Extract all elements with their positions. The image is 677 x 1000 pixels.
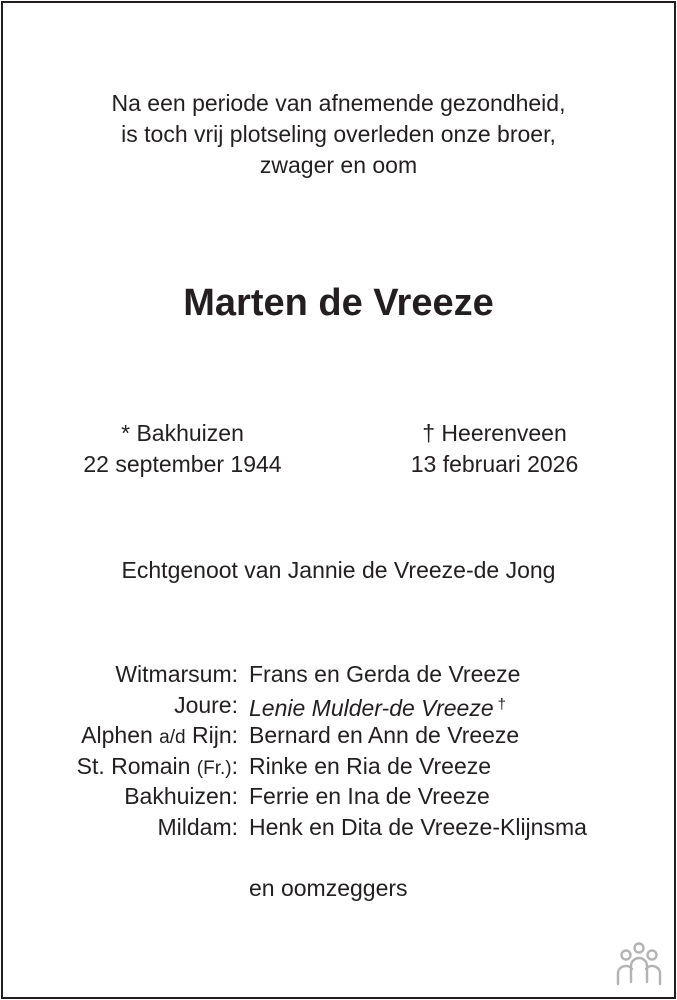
family-names: Frans en Gerda de Vreeze bbox=[249, 661, 521, 687]
family-names-text: Lenie Mulder-de Vreeze bbox=[249, 694, 494, 721]
closing-line: en oomzeggers bbox=[249, 875, 408, 901]
family-place-main: Alphen bbox=[81, 722, 153, 748]
family-names: Rinke en Ria de Vreeze bbox=[249, 752, 492, 779]
family-row bbox=[0, 659, 677, 690]
family-names: Ferrie en Ina de Vreeze bbox=[249, 783, 490, 809]
family-place-tail: : bbox=[231, 752, 238, 779]
family-names-deceased bbox=[249, 690, 506, 724]
birth-info bbox=[40, 418, 325, 480]
family-place-main: St. Romain bbox=[76, 752, 191, 779]
death-place: † Heerenveen bbox=[422, 420, 567, 446]
family-place-small: a/d bbox=[159, 727, 186, 748]
birth-place: * Bakhuizen bbox=[121, 420, 244, 446]
family-names: Bernard en Ann de Vreeze bbox=[249, 722, 520, 748]
family-row bbox=[0, 720, 677, 751]
family-place: Witmarsum: bbox=[115, 661, 238, 687]
family-place: Bakhuizen: bbox=[124, 783, 238, 809]
family-place: Mildam: bbox=[157, 813, 238, 840]
family-place-tail: Rijn: bbox=[191, 722, 238, 748]
birth-date: 22 september 1944 bbox=[83, 451, 282, 477]
family-group-icon bbox=[613, 942, 665, 988]
family-place bbox=[77, 751, 238, 785]
spouse-line: Echtgenoot van Jannie de Vreeze-de Jong bbox=[121, 557, 556, 583]
family-list bbox=[0, 659, 677, 842]
family-names: Henk en Dita de Vreeze-Klijnsma bbox=[249, 813, 587, 840]
intro-line: is toch vrij plotseling overleden onze broer, bbox=[121, 121, 556, 147]
family-row bbox=[0, 751, 677, 782]
intro-text bbox=[0, 88, 677, 181]
deceased-name: Marten de Vreeze bbox=[183, 282, 494, 324]
death-info bbox=[352, 418, 637, 480]
death-date: 13 februari 2026 bbox=[410, 451, 579, 477]
family-row bbox=[0, 690, 677, 721]
family-row bbox=[0, 812, 677, 843]
family-row bbox=[0, 781, 677, 812]
family-place: Joure: bbox=[174, 691, 238, 718]
intro-line: Na een periode van afnemende gezondheid, bbox=[111, 90, 566, 116]
family-place bbox=[81, 720, 238, 754]
family-place-small: (Fr.) bbox=[196, 757, 232, 779]
cross-mark: † bbox=[497, 695, 506, 713]
intro-line: zwager en oom bbox=[259, 152, 418, 178]
